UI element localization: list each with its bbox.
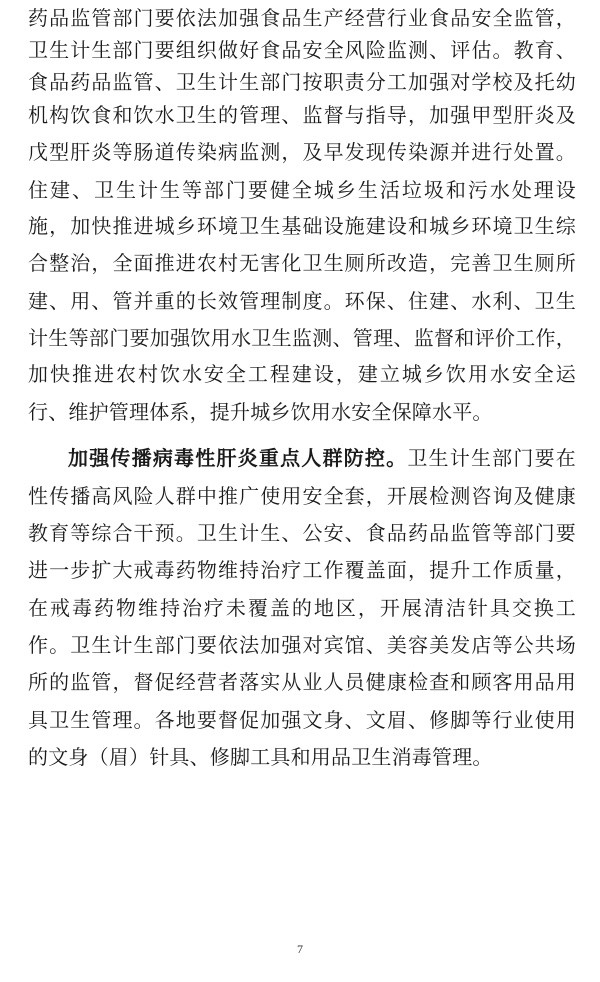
paragraph-2-line: 在戒毒药物维持治疗未覆盖的地区，开展清洁针具交换工 (28, 596, 576, 620)
paragraph-1-line: 建、用、管并重的长效管理制度。环保、住建、水利、卫生 (28, 289, 576, 313)
paragraph-1-line: 计生等部门要加强饮用水卫生监测、管理、监督和评价工作， (28, 326, 576, 350)
paragraph-1-line: 机构饮食和饮水卫生的管理、监督与指导，加强甲型肝炎及 (28, 103, 576, 127)
paragraph-1-line: 食品药品监管、卫生计生部门按职责分工加强对学校及托幼 (28, 70, 576, 94)
paragraph-2-line: 进一步扩大戒毒药物维持治疗工作覆盖面，提升工作质量， (28, 558, 576, 582)
paragraph-2-line: 具卫生管理。各地要督促加强文身、文眉、修脚等行业使用 (28, 708, 576, 732)
paragraph-2-line: 的文身（眉）针具、修脚工具和用品卫生消毒管理。 (28, 745, 493, 769)
paragraph-1-line: 行、维护管理体系，提升城乡饮用水安全保障水平。 (28, 400, 493, 424)
paragraph-2-first-line-text: 卫生计生部门要在 (407, 446, 577, 470)
paragraph-1-line: 药品监管部门要依法加强食品生产经营行业食品安全监管， (28, 6, 576, 30)
paragraph-1-line: 施，加快推进城乡环境卫生基础设施建设和城乡环境卫生综 (28, 214, 576, 238)
paragraph-1-line: 加快推进农村饮水安全工程建设，建立城乡饮用水安全运 (28, 362, 576, 386)
page-number: 7 (297, 942, 303, 956)
paragraph-2-line: 教育等综合干预。卫生计生、公安、食品药品监管等部门要 (28, 521, 576, 545)
paragraph-2-line: 所的监管，督促经营者落实从业人员健康检查和顾客用品用 (28, 670, 576, 694)
paragraph-2-heading: 加强传播病毒性肝炎重点人群防控。 (68, 446, 408, 470)
paragraph-1-line: 住建、卫生计生等部门要健全城乡生活垃圾和污水处理设 (28, 178, 576, 202)
paragraph-2-first-line (28, 446, 576, 470)
paragraph-1-line: 卫生计生部门要组织做好食品安全风险监测、评估。教育、 (28, 38, 576, 62)
paragraph-2-line: 性传播高风险人群中推广使用安全套，开展检测咨询及健康 (28, 484, 576, 508)
paragraph-1-line: 合整治，全面推进农村无害化卫生厕所改造，完善卫生厕所 (28, 251, 576, 275)
paragraph-1-line: 戊型肝炎等肠道传染病监测，及早发现传染源并进行处置。 (28, 140, 576, 164)
paragraph-2-line: 作。卫生计生部门要依法加强对宾馆、美容美发店等公共场 (28, 633, 576, 657)
